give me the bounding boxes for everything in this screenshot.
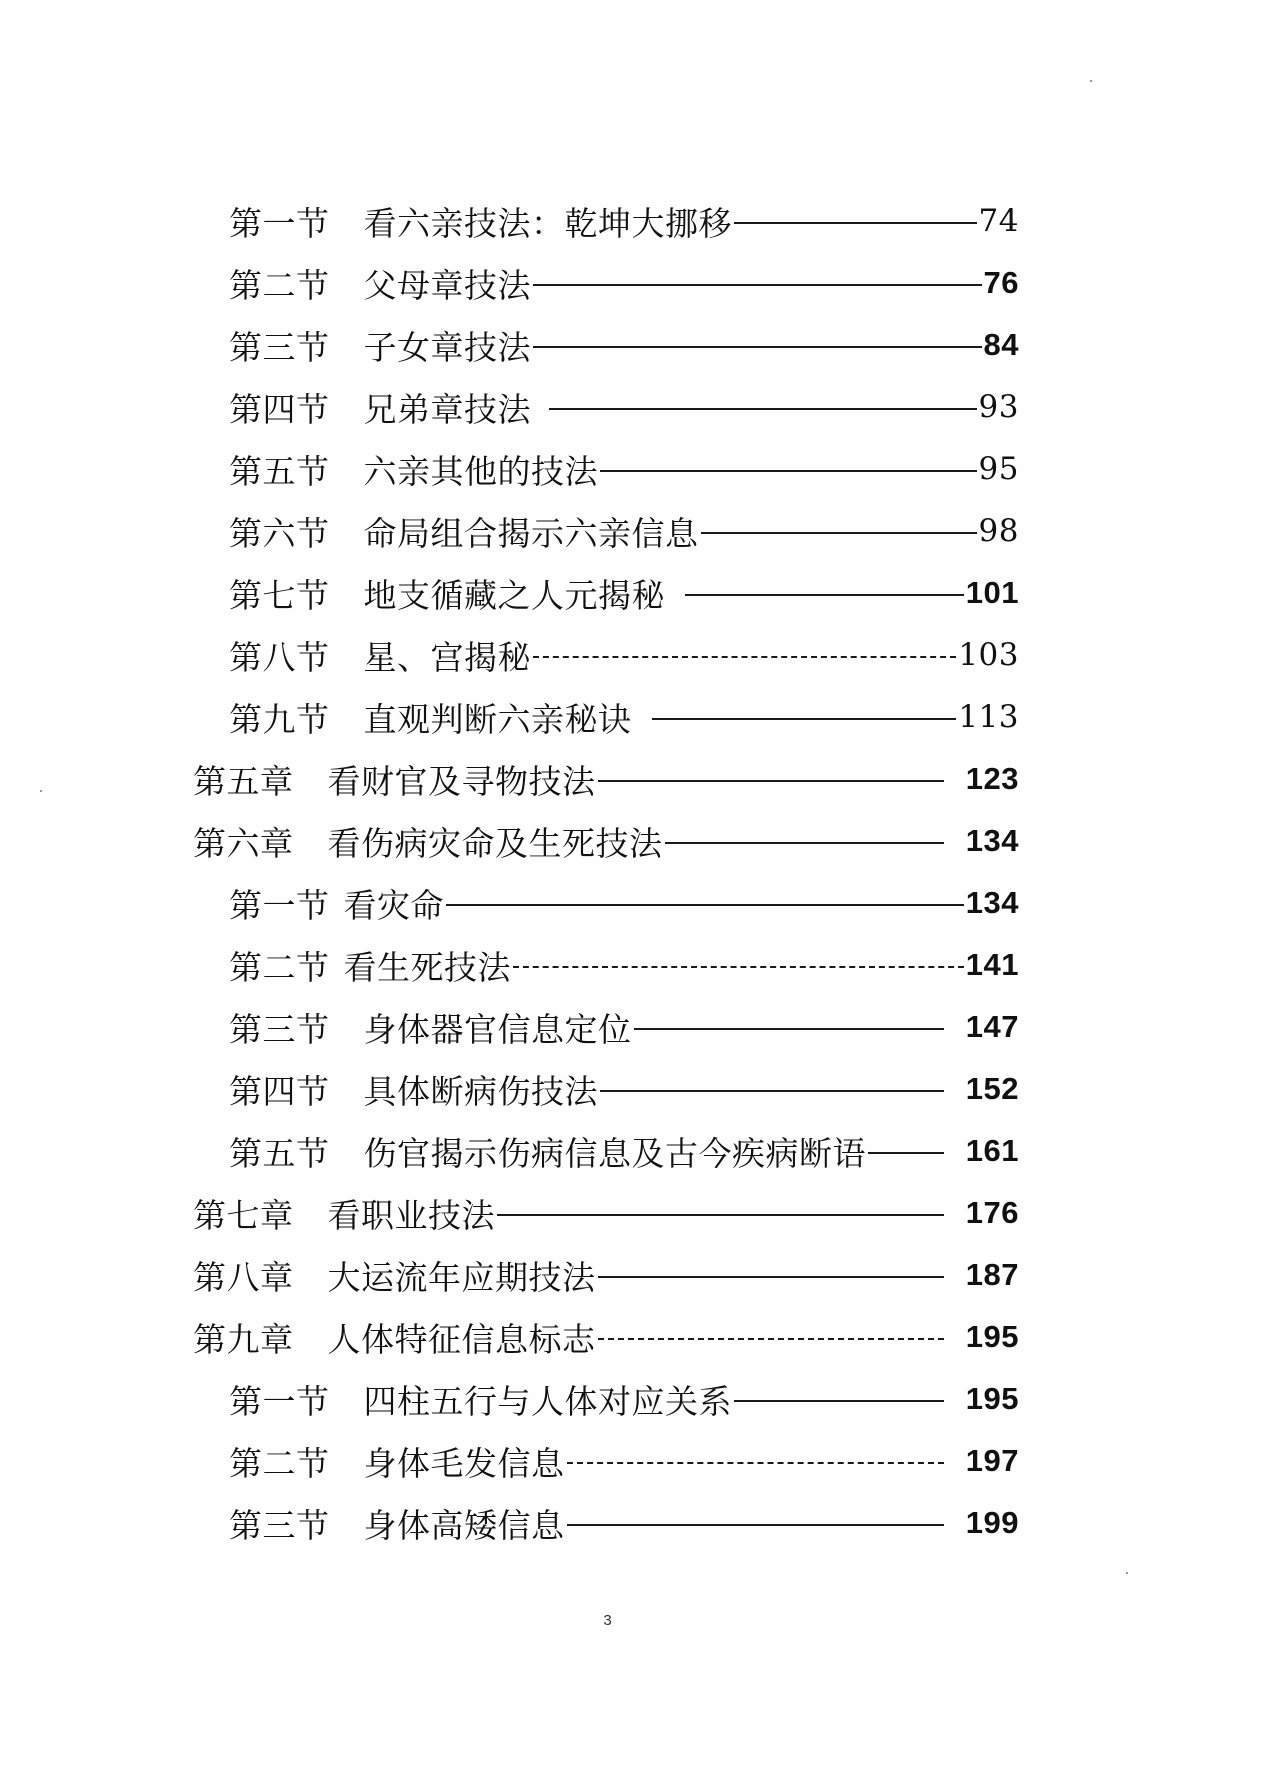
toc-entry-label: 第二节 — [229, 1443, 330, 1483]
toc-entry-label: 第五节 — [229, 1133, 330, 1173]
scan-speck — [1126, 1572, 1128, 1574]
toc-entry-title: 看灾命 — [343, 885, 444, 925]
toc-entry-page: 103 — [958, 637, 1019, 673]
toc-chapter-entry[interactable] — [193, 816, 1019, 866]
toc-entry-title: 具体断病伤技法 — [363, 1071, 598, 1111]
toc-entry-label: 第一节 — [229, 1381, 330, 1421]
dot-leader — [598, 780, 944, 782]
toc-entry[interactable] — [229, 382, 1019, 432]
toc-entry-label: 第七章 — [193, 1195, 294, 1235]
toc-entry-label: 第一节 — [229, 203, 330, 243]
toc-entry-page: 123 — [965, 761, 1019, 796]
toc-entry-page: 134 — [965, 885, 1019, 920]
toc-entry-title: 地支循藏之人元揭秘 — [363, 575, 665, 615]
toc-entry-page: 98 — [978, 513, 1019, 549]
toc-entry[interactable] — [229, 630, 1019, 680]
toc-entry-title: 身体高矮信息 — [363, 1505, 565, 1545]
toc-entry-title: 子女章技法 — [363, 327, 531, 367]
dot-leader — [598, 1338, 944, 1340]
toc-entry[interactable] — [229, 1064, 1019, 1114]
dot-leader — [567, 1462, 944, 1464]
toc-entry-page: 95 — [978, 451, 1019, 487]
toc-entry-label: 第八节 — [229, 637, 330, 677]
toc-entry-title: 看伤病灾命及生死技法 — [327, 823, 663, 863]
dot-leader — [701, 532, 977, 534]
dot-leader — [567, 1524, 944, 1526]
dot-leader — [634, 1028, 944, 1030]
toc-entry-label: 第七节 — [229, 575, 330, 615]
toc-entry[interactable] — [229, 878, 1019, 928]
scan-speck — [1090, 80, 1092, 82]
toc-entry-page: 176 — [965, 1195, 1019, 1230]
dot-leader — [685, 594, 964, 596]
toc-entry-page: 113 — [958, 699, 1019, 735]
toc-entry-title: 星、宫揭秘 — [363, 637, 531, 677]
dot-leader — [652, 718, 957, 720]
toc-entry-title: 身体器官信息定位 — [363, 1009, 632, 1049]
toc-entry-page: 147 — [965, 1009, 1019, 1044]
toc-entry-title: 六亲其他的技法 — [363, 451, 598, 491]
dot-leader — [533, 346, 982, 348]
toc-entry-label: 第三节 — [229, 1505, 330, 1545]
toc-entry[interactable] — [229, 196, 1019, 246]
toc-entry-page: 141 — [965, 947, 1019, 982]
toc-entry-title: 四柱五行与人体对应关系 — [363, 1381, 732, 1421]
toc-entry-label: 第三节 — [229, 1009, 330, 1049]
toc-entry[interactable] — [229, 1436, 1019, 1486]
toc-entry-title: 看生死技法 — [343, 947, 511, 987]
dot-leader — [533, 284, 982, 286]
dot-leader — [734, 1400, 944, 1402]
toc-entry[interactable] — [229, 1374, 1019, 1424]
toc-entry-label: 第一节 — [229, 885, 330, 925]
toc-entry[interactable] — [229, 568, 1019, 618]
toc-chapter-entry[interactable] — [193, 1312, 1019, 1362]
toc-entry-title: 兄弟章技法 — [363, 389, 531, 429]
toc-entry-page: 195 — [965, 1381, 1019, 1416]
toc-chapter-entry[interactable] — [193, 1250, 1019, 1300]
toc-entry-title: 看财官及寻物技法 — [327, 761, 596, 801]
toc-entry-page: 101 — [965, 575, 1019, 610]
toc-entry-label: 第五节 — [229, 451, 330, 491]
toc-entry-label: 第四节 — [229, 389, 330, 429]
toc-entry-title: 大运流年应期技法 — [327, 1257, 596, 1297]
toc-entry[interactable] — [229, 258, 1019, 308]
dot-leader — [549, 408, 977, 410]
toc-entry[interactable] — [229, 940, 1019, 990]
toc-entry-label: 第四节 — [229, 1071, 330, 1111]
toc-entry[interactable] — [229, 320, 1019, 370]
toc-entry-page: 197 — [965, 1443, 1019, 1478]
toc-entry-title: 看六亲技法：乾坤大挪移 — [363, 203, 732, 243]
toc-entry-page: 195 — [965, 1319, 1019, 1354]
toc-entry[interactable] — [229, 444, 1019, 494]
scan-speck — [40, 790, 42, 792]
toc-entry-label: 第三节 — [229, 327, 330, 367]
toc-entry-page: 199 — [965, 1505, 1019, 1540]
toc-entry-page: 74 — [978, 203, 1019, 239]
dot-leader — [734, 222, 977, 224]
toc-entry-label: 第九章 — [193, 1319, 294, 1359]
toc-entry-page: 152 — [965, 1071, 1019, 1106]
toc-entry-title: 伤官揭示伤病信息及古今疾病断语 — [363, 1133, 866, 1173]
toc-entry-title: 直观判断六亲秘诀 — [363, 699, 632, 739]
dot-leader — [600, 470, 977, 472]
toc-entry-label: 第五章 — [193, 761, 294, 801]
toc-entry-title: 人体特征信息标志 — [327, 1319, 596, 1359]
toc-entry-label: 第二节 — [229, 947, 330, 987]
dot-leader — [665, 842, 944, 844]
dot-leader — [513, 966, 964, 968]
toc-entry-page: 84 — [983, 327, 1019, 362]
toc-entry[interactable] — [229, 1498, 1019, 1548]
dot-leader — [533, 656, 956, 658]
toc-chapter-entry[interactable] — [193, 754, 1019, 804]
dot-leader — [598, 1276, 944, 1278]
toc-entry-title: 命局组合揭示六亲信息 — [363, 513, 699, 553]
toc-entry-page: 134 — [965, 823, 1019, 858]
toc-entry[interactable] — [229, 692, 1019, 742]
dot-leader — [446, 904, 964, 906]
toc-entry-title: 父母章技法 — [363, 265, 531, 305]
toc-entry[interactable] — [229, 1002, 1019, 1052]
toc-entry-label: 第九节 — [229, 699, 330, 739]
page-number: 3 — [603, 1612, 612, 1629]
toc-entry-label: 第六章 — [193, 823, 294, 863]
toc-entry-page: 187 — [965, 1257, 1019, 1292]
toc-chapter-entry[interactable] — [193, 1188, 1019, 1238]
toc-entry-page: 93 — [978, 389, 1019, 425]
toc-entry[interactable] — [229, 506, 1019, 556]
toc-entry-label: 第二节 — [229, 265, 330, 305]
toc-entry-page: 76 — [983, 265, 1019, 300]
toc-entry[interactable] — [229, 1126, 1019, 1176]
toc-entry-title: 看职业技法 — [327, 1195, 495, 1235]
toc-entry-page: 161 — [965, 1133, 1019, 1168]
dot-leader — [497, 1214, 944, 1216]
toc-entry-label: 第八章 — [193, 1257, 294, 1297]
dot-leader — [600, 1090, 944, 1092]
toc-entry-label: 第六节 — [229, 513, 330, 553]
dot-leader — [868, 1152, 944, 1154]
toc-entry-title: 身体毛发信息 — [363, 1443, 565, 1483]
